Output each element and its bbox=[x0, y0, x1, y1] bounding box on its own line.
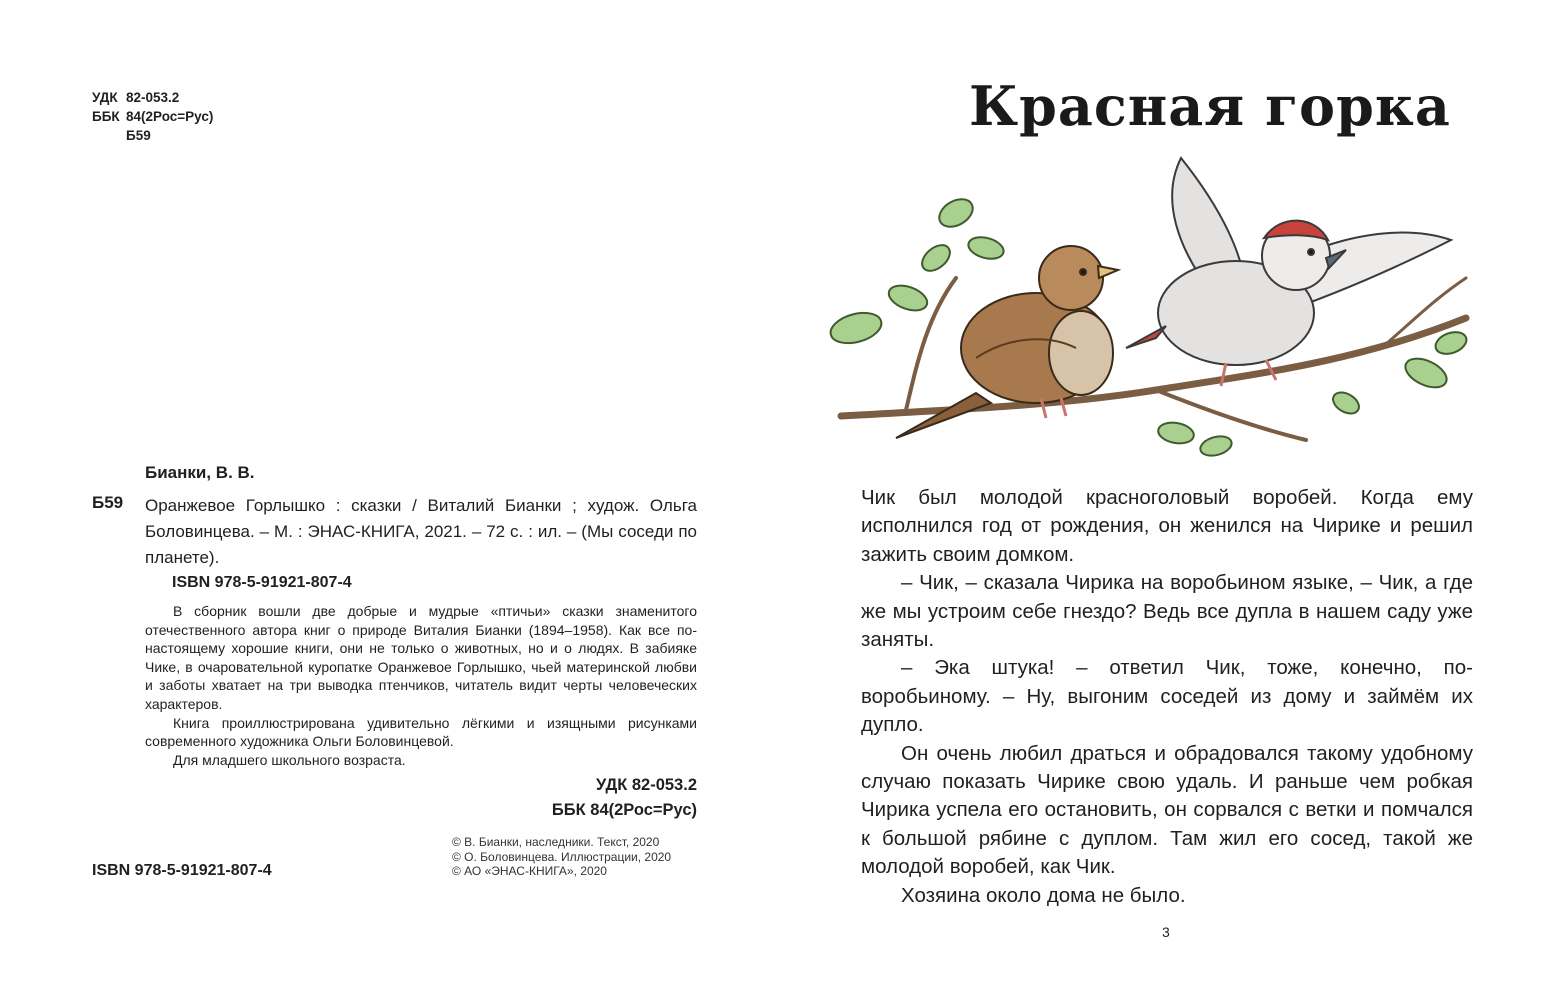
story-paragraph: Чик был молодой красноголовый воробей. Когда ему исполнился год от рождения, он женился на Чирике и решил зажить своим домком. bbox=[861, 486, 1473, 566]
story-paragraph: Он очень любил драться и обрадовался такому удобному случаю показать Чирике свою удаль. И раньше чем робкая Чирика успела его остановить, он сорвался с ветки и помчался к большой рябине с дуплом. Там жил его сосед, такой же молодой воробей, как Чик. bbox=[861, 741, 1473, 879]
author-heading: Бианки, В. В. bbox=[145, 463, 255, 482]
classification-udk: УДК 82-053.2 bbox=[596, 776, 697, 794]
copyright-line: © О. Боловинцева. Иллюстрации, 2020 bbox=[452, 849, 672, 864]
classification-bbk: ББК 84(2Рос=Рус) bbox=[551, 801, 697, 819]
bibliographic-record: Оранжевое Горлышко : сказки / Виталий Бианки ; худож. Ольга Боловинцева. – М. : ЭНАС-КНИГА, 2021. – 72 с. : ил. – (Мы соседи по планете). bbox=[145, 496, 697, 567]
udk-header bbox=[92, 88, 213, 145]
bbk-value: 84(2Рос=Рус) bbox=[126, 109, 214, 124]
bbk-label: ББК bbox=[92, 109, 120, 124]
copyright-line: © В. Бианки, наследники. Текст, 2020 bbox=[452, 835, 660, 849]
udk-label: УДК bbox=[92, 90, 118, 105]
page-number: 3 bbox=[1162, 924, 1170, 940]
sparrows-on-branch-illustration bbox=[826, 148, 1486, 473]
story-paragraph: Хозяина около дома не было. bbox=[901, 883, 1186, 907]
author-sign: Б59 bbox=[126, 128, 151, 143]
classification-block bbox=[552, 773, 697, 823]
grey-sparrow bbox=[1126, 158, 1451, 386]
right-page bbox=[781, 0, 1562, 1000]
annotation bbox=[145, 602, 697, 769]
annotation-paragraph: Книга проиллюстрирована удивительно лёгкими и изящными рисунками современного художника Ольги Боловинцевой. bbox=[145, 714, 697, 750]
story-paragraph: – Чик, – сказала Чирика на воробьином языке, – Чик, а где же мы устроим себе гнездо? Ведь все дупла в нашем саду уже заняты. bbox=[861, 571, 1473, 652]
leaf-icon bbox=[827, 194, 1469, 459]
isbn-record: ISBN 978-5-91921-807-4 bbox=[172, 574, 352, 591]
copyright-line: © АО «ЭНАС-КНИГА», 2020 bbox=[452, 864, 607, 878]
annotation-paragraph: В сборник вошли две добрые и мудрые «птичьи» сказки знаменитого отечественного автора книг о природе Виталия Бианки (1894–1958). Как все по-настоящему хорошие книги, они не только о животных, но и о людях. В забияке Чике, в очаровательной куропатке Оранжевое Горлышко, чьей материнской любви и заботы хватает на три выводка птенчиков, читатель видит черты человеческих характеров. bbox=[145, 603, 697, 712]
story-text bbox=[861, 484, 1473, 910]
story-paragraph: – Эка штука! – ответил Чик, тоже, конечно, по-воробьиному. – Ну, выгоним соседей из дому и займём их дупло. bbox=[861, 656, 1473, 737]
isbn-bottom: ISBN 978-5-91921-807-4 bbox=[92, 862, 272, 879]
author-code: Б59 bbox=[92, 493, 124, 512]
udk-value: 82-053.2 bbox=[126, 90, 180, 105]
annotation-paragraph: Для младшего школьного возраста. bbox=[173, 751, 406, 768]
story-title: Красная горка bbox=[969, 74, 1451, 138]
copyright-block bbox=[452, 835, 671, 879]
